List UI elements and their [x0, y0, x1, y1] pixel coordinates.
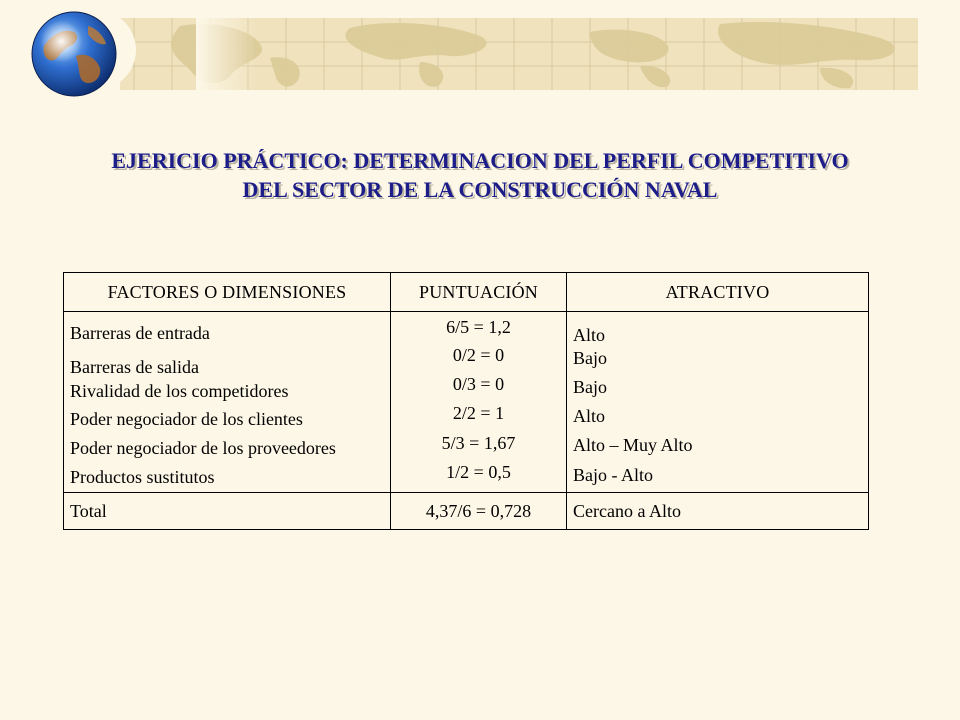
- title-line-1: EJERICIO PRÁCTICO: DETERMINACION DEL PERFIL COMPETITIVO: [111, 148, 849, 173]
- total-score: 4,37/6 = 0,728: [391, 493, 567, 530]
- score-item: 0/2 = 0: [452, 345, 505, 365]
- competitive-profile-table: [63, 272, 869, 530]
- table-header-row: [64, 273, 869, 312]
- attractiveness-item: Bajo: [573, 377, 607, 397]
- page-title: [20, 146, 940, 204]
- title-line-2: DEL SECTOR DE LA CONSTRUCCIÓN NAVAL: [242, 177, 718, 202]
- table-body-row: [64, 312, 869, 493]
- attractiveness-item: Alto – Muy Alto: [573, 435, 693, 455]
- header-attractiveness: ATRACTIVO: [567, 273, 869, 312]
- factor-item: Productos sustitutos: [70, 467, 215, 487]
- factor-item: Rivalidad de los competidores: [70, 381, 289, 401]
- score-item: 2/2 = 1: [452, 403, 505, 423]
- score-item: 5/3 = 1,67: [441, 433, 516, 453]
- globe-icon: [30, 10, 118, 98]
- factor-item: Barreras de entrada: [70, 323, 210, 343]
- header-banner: [120, 18, 918, 90]
- attractiveness-item: Alto: [573, 406, 606, 426]
- factors-cell: [64, 312, 391, 493]
- table-total-row: [64, 493, 869, 530]
- factor-item: Poder negociador de los clientes: [70, 409, 303, 429]
- header-score: PUNTUACIÓN: [391, 273, 567, 312]
- factor-item: Barreras de salida: [70, 357, 199, 377]
- scores-cell: [391, 312, 567, 493]
- score-item: 0/3 = 0: [452, 374, 505, 394]
- factor-item: Poder negociador de los proveedores: [70, 438, 336, 458]
- header-factors: FACTORES O DIMENSIONES: [64, 273, 391, 312]
- total-attractiveness: Cercano a Alto: [567, 493, 869, 530]
- score-item: 6/5 = 1,2: [446, 317, 511, 337]
- attractiveness-cell: [567, 312, 869, 493]
- banner-fade: [196, 18, 256, 90]
- total-label: Total: [64, 493, 391, 530]
- attractiveness-item: Bajo - Alto: [573, 465, 653, 485]
- attractiveness-item: Alto: [573, 325, 606, 345]
- score-item: 1/2 = 0,5: [446, 462, 511, 482]
- attractiveness-item: Bajo: [573, 348, 607, 368]
